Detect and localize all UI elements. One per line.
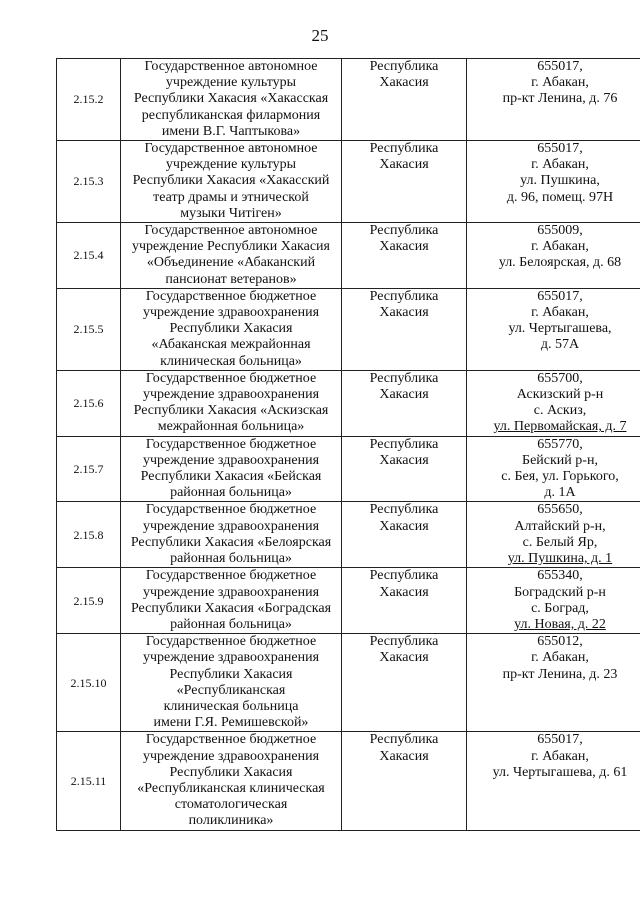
institution-name-line: районная больница» bbox=[170, 551, 292, 567]
address-line: д. 1А bbox=[544, 485, 576, 501]
institution-name-line: районная больница» bbox=[170, 616, 292, 632]
address-line: 655012, bbox=[537, 634, 583, 650]
institution-name bbox=[121, 732, 342, 830]
region-line: Республика bbox=[369, 288, 439, 304]
region-line: Республика bbox=[369, 370, 439, 386]
region-line: Хакасия bbox=[379, 387, 429, 403]
address-line: г. Абакан, bbox=[531, 239, 589, 255]
institution-name-line: учреждение Республики Хакасия bbox=[132, 239, 330, 255]
region-line: Хакасия bbox=[379, 75, 429, 91]
institution-name-line: Республики Хакасия «Боградская bbox=[130, 600, 332, 616]
region-line: Хакасия bbox=[379, 584, 429, 600]
table-row bbox=[57, 223, 640, 289]
institution-name-line: учреждение здравоохранения bbox=[142, 387, 320, 403]
table-row bbox=[57, 141, 640, 223]
address bbox=[467, 59, 640, 141]
address-line: ул. Новая, д. 22 bbox=[514, 616, 606, 632]
address-line: 655650, bbox=[537, 502, 583, 518]
institution-name-line: музыки Читіген» bbox=[180, 205, 282, 221]
region bbox=[342, 732, 467, 830]
address-line: ул. Первомайская, д. 7 bbox=[493, 419, 627, 435]
table-row bbox=[57, 59, 640, 141]
address-line: пр-кт Ленина, д. 23 bbox=[502, 666, 618, 682]
region bbox=[342, 141, 467, 223]
row-number: 2.15.6 bbox=[57, 370, 121, 436]
table-row bbox=[57, 732, 640, 830]
table-row bbox=[57, 568, 640, 634]
institution-name bbox=[121, 370, 342, 436]
institution-name bbox=[121, 141, 342, 223]
region-line: Хакасия bbox=[379, 518, 429, 534]
address bbox=[467, 288, 640, 370]
table-row bbox=[57, 634, 640, 732]
region-line: Хакасия bbox=[379, 748, 429, 764]
institution-name-line: стоматологическая bbox=[174, 797, 288, 813]
region-line: Хакасия bbox=[379, 452, 429, 468]
region-line: Республика bbox=[369, 436, 439, 452]
institution-name-line: «Абаканская межрайонная bbox=[151, 337, 311, 353]
institution-name-line: Государственное бюджетное bbox=[145, 436, 317, 452]
row-number: 2.15.7 bbox=[57, 436, 121, 502]
institution-name-line: Государственное бюджетное bbox=[145, 568, 317, 584]
institution-name-line: поликлиника» bbox=[188, 813, 274, 829]
institution-name-line: «Республиканская bbox=[176, 682, 286, 698]
address-line: г. Абакан, bbox=[531, 75, 589, 91]
region-line: Республика bbox=[369, 634, 439, 650]
institution-name-line: имени Г.Я. Ремишевской» bbox=[153, 715, 309, 731]
address bbox=[467, 634, 640, 732]
row-number: 2.15.9 bbox=[57, 568, 121, 634]
institutions-table bbox=[56, 58, 640, 831]
region-line: Республика bbox=[369, 223, 439, 239]
region bbox=[342, 223, 467, 289]
institution-name-line: Государственное бюджетное bbox=[145, 370, 317, 386]
institution-name bbox=[121, 59, 342, 141]
address-line: с. Аскиз, bbox=[533, 403, 587, 419]
institution-name-line: театр драмы и этнической bbox=[153, 189, 309, 205]
row-number: 2.15.8 bbox=[57, 502, 121, 568]
institution-name bbox=[121, 502, 342, 568]
institution-name-line: учреждение здравоохранения bbox=[142, 650, 320, 666]
institution-name-line: Государственное бюджетное bbox=[145, 502, 317, 518]
page-number: 25 bbox=[311, 26, 329, 45]
address-line: с. Белый Яр, bbox=[522, 534, 598, 550]
address-line: г. Абакан, bbox=[531, 157, 589, 173]
address bbox=[467, 223, 640, 289]
institution-name-line: Республики Хакасия «Аскизская bbox=[133, 403, 329, 419]
address-line: ул. Пушкина, bbox=[520, 173, 600, 189]
institution-name bbox=[121, 223, 342, 289]
address-line: пр-кт Ленина, д. 76 bbox=[502, 91, 618, 107]
institution-name-line: Республики Хакасия bbox=[169, 321, 293, 337]
region bbox=[342, 59, 467, 141]
address-line: 655340, bbox=[537, 568, 583, 584]
institution-name-line: республиканская филармония bbox=[141, 107, 321, 123]
region-line: Республика bbox=[369, 502, 439, 518]
institution-name-line: «Объединение «Абаканский bbox=[146, 255, 316, 271]
address-line: Бейский р-н, bbox=[522, 452, 598, 468]
table-body bbox=[57, 59, 640, 831]
address-line: д. 96, помещ. 97Н bbox=[506, 189, 614, 205]
address-line: д. 57А bbox=[540, 337, 580, 353]
institution-name-line: районная больница» bbox=[170, 485, 292, 501]
institution-name bbox=[121, 288, 342, 370]
address-line: 655009, bbox=[537, 223, 583, 239]
region-line: Хакасия bbox=[379, 239, 429, 255]
table-row bbox=[57, 370, 640, 436]
institution-name-line: Государственное бюджетное bbox=[145, 634, 317, 650]
address-line: с. Боград, bbox=[531, 600, 589, 616]
address-line: г. Абакан, bbox=[531, 748, 589, 764]
institution-name-line: Республики Хакасия bbox=[169, 666, 293, 682]
address bbox=[467, 502, 640, 568]
institution-name-line: имени В.Г. Чаптыкова» bbox=[161, 123, 301, 139]
address-line: 655017, bbox=[537, 59, 583, 74]
region-line: Хакасия bbox=[379, 305, 429, 321]
region-line: Республика bbox=[369, 141, 439, 157]
institution-name-line: Государственное автономное bbox=[144, 59, 318, 74]
address-line: 655770, bbox=[537, 436, 583, 452]
row-number: 2.15.2 bbox=[57, 59, 121, 141]
address-line: Алтайский р-н, bbox=[514, 518, 606, 534]
institution-name-line: учреждение здравоохранения bbox=[142, 748, 320, 764]
row-number: 2.15.10 bbox=[57, 634, 121, 732]
address-line: 655017, bbox=[537, 141, 583, 157]
address-line: ул. Чертыгашева, bbox=[508, 321, 612, 337]
address-line: г. Абакан, bbox=[531, 305, 589, 321]
row-number: 2.15.11 bbox=[57, 732, 121, 830]
region bbox=[342, 634, 467, 732]
address-line: 655700, bbox=[537, 370, 583, 386]
table-row bbox=[57, 288, 640, 370]
region-line: Республика bbox=[369, 59, 439, 74]
region bbox=[342, 436, 467, 502]
institution-name-line: Республики Хакасия «Хакасская bbox=[133, 91, 329, 107]
institution-name-line: учреждение здравоохранения bbox=[142, 584, 320, 600]
institution-name-line: учреждение здравоохранения bbox=[142, 518, 320, 534]
row-number: 2.15.5 bbox=[57, 288, 121, 370]
institution-name-line: учреждение здравоохранения bbox=[142, 305, 320, 321]
region bbox=[342, 370, 467, 436]
address-line: Боградский р-н bbox=[514, 584, 606, 600]
address-line: 655017, bbox=[537, 288, 583, 304]
institution-name-line: учреждение здравоохранения bbox=[142, 452, 320, 468]
institution-name-line: Республики Хакасия «Хакасский bbox=[132, 173, 330, 189]
address bbox=[467, 141, 640, 223]
address bbox=[467, 370, 640, 436]
row-number: 2.15.3 bbox=[57, 141, 121, 223]
address-line: с. Бея, ул. Горького, bbox=[501, 469, 619, 485]
institution-name-line: Государственное автономное bbox=[144, 141, 318, 157]
institution-name-line: учреждение культуры bbox=[165, 75, 297, 91]
address-line: ул. Пушкина, д. 1 bbox=[507, 551, 613, 567]
region-line: Республика bbox=[369, 732, 439, 748]
institution-name-line: клиническая больница» bbox=[160, 353, 302, 369]
institution-name-line: межрайонная больница» bbox=[157, 419, 305, 435]
address bbox=[467, 732, 640, 830]
table-row bbox=[57, 436, 640, 502]
region bbox=[342, 502, 467, 568]
institution-name-line: Государственное автономное bbox=[144, 223, 318, 239]
region-line: Республика bbox=[369, 568, 439, 584]
institution-name bbox=[121, 568, 342, 634]
region-line: Хакасия bbox=[379, 650, 429, 666]
institution-name-line: Республики Хакасия «Бейская bbox=[140, 469, 322, 485]
region bbox=[342, 568, 467, 634]
region-line: Хакасия bbox=[379, 157, 429, 173]
table-row bbox=[57, 502, 640, 568]
institution-name bbox=[121, 634, 342, 732]
institution-name-line: клиническая больница bbox=[163, 698, 299, 714]
address-line: г. Абакан, bbox=[531, 650, 589, 666]
institution-name-line: учреждение культуры bbox=[165, 157, 297, 173]
address-line: Аскизский р-н bbox=[516, 387, 604, 403]
row-number: 2.15.4 bbox=[57, 223, 121, 289]
institution-name-line: Республики Хакасия bbox=[169, 764, 293, 780]
address-line: 655017, bbox=[537, 732, 583, 748]
institution-name-line: Государственное бюджетное bbox=[145, 288, 317, 304]
institution-name bbox=[121, 436, 342, 502]
address bbox=[467, 436, 640, 502]
region bbox=[342, 288, 467, 370]
address-line: ул. Белоярская, д. 68 bbox=[498, 255, 622, 271]
institution-name-line: пансионат ветеранов» bbox=[165, 271, 297, 287]
address bbox=[467, 568, 640, 634]
institution-name-line: Государственное бюджетное bbox=[145, 732, 317, 748]
address-line: ул. Чертыгашева, д. 61 bbox=[492, 764, 628, 780]
institution-name-line: «Республиканская клиническая bbox=[137, 780, 325, 796]
institution-name-line: Республики Хакасия «Белоярская bbox=[130, 534, 332, 550]
